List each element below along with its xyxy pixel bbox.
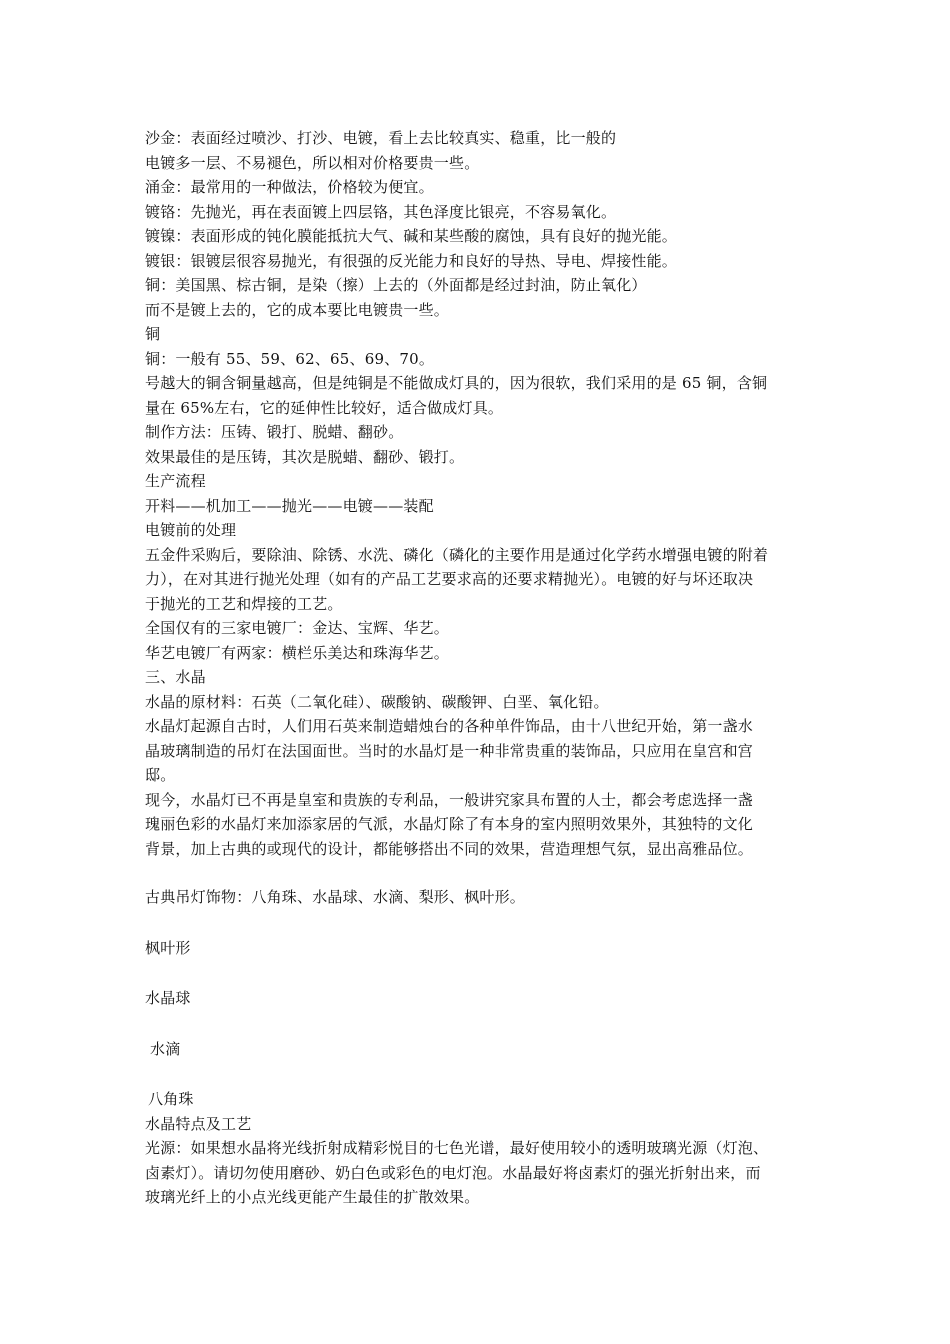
spacer xyxy=(145,910,815,936)
text-line: 开料——机加工——抛光——电镀——装配 xyxy=(145,496,434,515)
spacer xyxy=(145,1011,815,1037)
section-heading-copper: 铜 xyxy=(145,325,161,343)
text-line: 沙金：表面经过喷沙、打沙、电镀，看上去比较真实、稳重，比一般的 xyxy=(145,129,617,147)
section-heading-production: 生产流程 xyxy=(145,472,206,490)
text-line: 邸。 xyxy=(145,766,176,784)
ornament-label-octagon: 八角珠 xyxy=(148,1090,194,1108)
ornament-label-drop: 水滴 xyxy=(150,1039,181,1058)
text-line: 涌金：最常用的一种做法，价格较为便宜。 xyxy=(145,178,434,196)
text-line: 力），在对其进行抛光处理（如有的产品工艺要求高的还要求精抛光）。电镀的好与坏还取决 xyxy=(145,570,754,588)
spacer xyxy=(145,1061,815,1087)
text-line: 华艺电镀厂有两家：横栏乐美达和珠海华艺。 xyxy=(145,643,450,662)
section-heading-pretreatment: 电镀前的处理 xyxy=(145,521,237,539)
text-line: 卤素灯）。请切勿使用磨砂、奶白色或彩色的电灯泡。水晶最好将卤素灯的强光折射出来，而 xyxy=(145,1163,761,1182)
ornaments-summary: 古典吊灯饰物：八角珠、水晶球、水滴、梨形、枫叶形。 xyxy=(145,888,526,906)
text-line: 瑰丽色彩的水晶灯来加添家居的气派，水晶灯除了有本身的室内照明效果外，其独特的文化 xyxy=(145,815,754,833)
ornament-label-maple: 枫叶形 xyxy=(145,938,191,957)
section-heading-crystal-features: 水晶特点及工艺 xyxy=(145,1114,252,1133)
text-line: 量在 65%左右，它的延伸性比较好，适合做成灯具。 xyxy=(145,398,504,417)
text-line: 玻璃光纤上的小点光线更能产生最佳的扩散效果。 xyxy=(145,1188,480,1206)
ornament-label-ball: 水晶球 xyxy=(145,989,191,1007)
text-line: 号越大的铜含铜量越高，但是纯铜是不能做成灯具的，因为很软，我们采用的是 65 铜，含铜 xyxy=(145,374,768,392)
text-line: 镀镍：表面形成的钝化膜能抵抗大气、碱和某些酸的腐蚀，具有良好的抛光能。 xyxy=(145,227,678,245)
text-line: 铜：一般有 55、59、62、65、69、70。 xyxy=(145,349,435,368)
text-line: 光源：如果想水晶将光线折射成精彩悦目的七色光谱，最好使用较小的透明玻璃光源（灯泡、 xyxy=(145,1139,769,1157)
document-page xyxy=(145,126,815,1210)
text-line: 制作方法：压铸、锻打、脱蜡、翻砂。 xyxy=(145,423,404,441)
text-line: 效果最佳的是压铸，其次是脱蜡、翻砂、锻打。 xyxy=(145,447,465,466)
text-line: 而不是镀上去的，它的成本要比电镀贵一些。 xyxy=(145,300,450,319)
text-line: 于抛光的工艺和焊接的工艺。 xyxy=(145,594,343,613)
section-heading-crystal: 三、水晶 xyxy=(145,668,206,686)
text-line: 晶玻璃制造的吊灯在法国面世。当时的水晶灯是一种非常贵重的装饰品，只应用在皇宫和宫 xyxy=(145,741,754,760)
text-line: 全国仅有的三家电镀厂：金达、宝辉、华艺。 xyxy=(145,619,450,637)
text-line: 镀银：银镀层很容易抛光，有很强的反光能力和良好的导热、导电、焊接性能。 xyxy=(145,251,678,270)
text-line: 镀铬：先抛光，再在表面镀上四层铬，其色泽度比银亮，不容易氧化。 xyxy=(145,202,617,221)
spacer xyxy=(145,960,815,986)
text-line: 现今，水晶灯已不再是皇室和贵族的专利品，一般讲究家具布置的人士，都会考虑选择一盏 xyxy=(145,790,754,809)
text-line: 电镀多一层、不易褪色，所以相对价格要贵一些。 xyxy=(145,153,480,172)
text-line: 水晶灯起源自古时，人们用石英来制造蜡烛台的各种单件饰品，由十八世纪开始，第一盏水 xyxy=(145,717,754,735)
text-line: 背景，加上古典的或现代的设计，都能够搭出不同的效果，营造理想气氛，显出高雅品位。 xyxy=(145,839,754,858)
spacer xyxy=(145,861,815,885)
text-line: 水晶的原材料：石英（二氧化硅）、碳酸钠、碳酸钾、白垩、氧化铅。 xyxy=(145,692,609,711)
body-text xyxy=(145,126,815,861)
text-line: 铜：美国黑、棕古铜，是染（擦）上去的（外面都是经过封油，防止氧化） xyxy=(145,276,647,294)
text-line: 五金件采购后，要除油、除锈、水洗、磷化（磷化的主要作用是通过化学药水增强电镀的附着 xyxy=(145,545,769,564)
